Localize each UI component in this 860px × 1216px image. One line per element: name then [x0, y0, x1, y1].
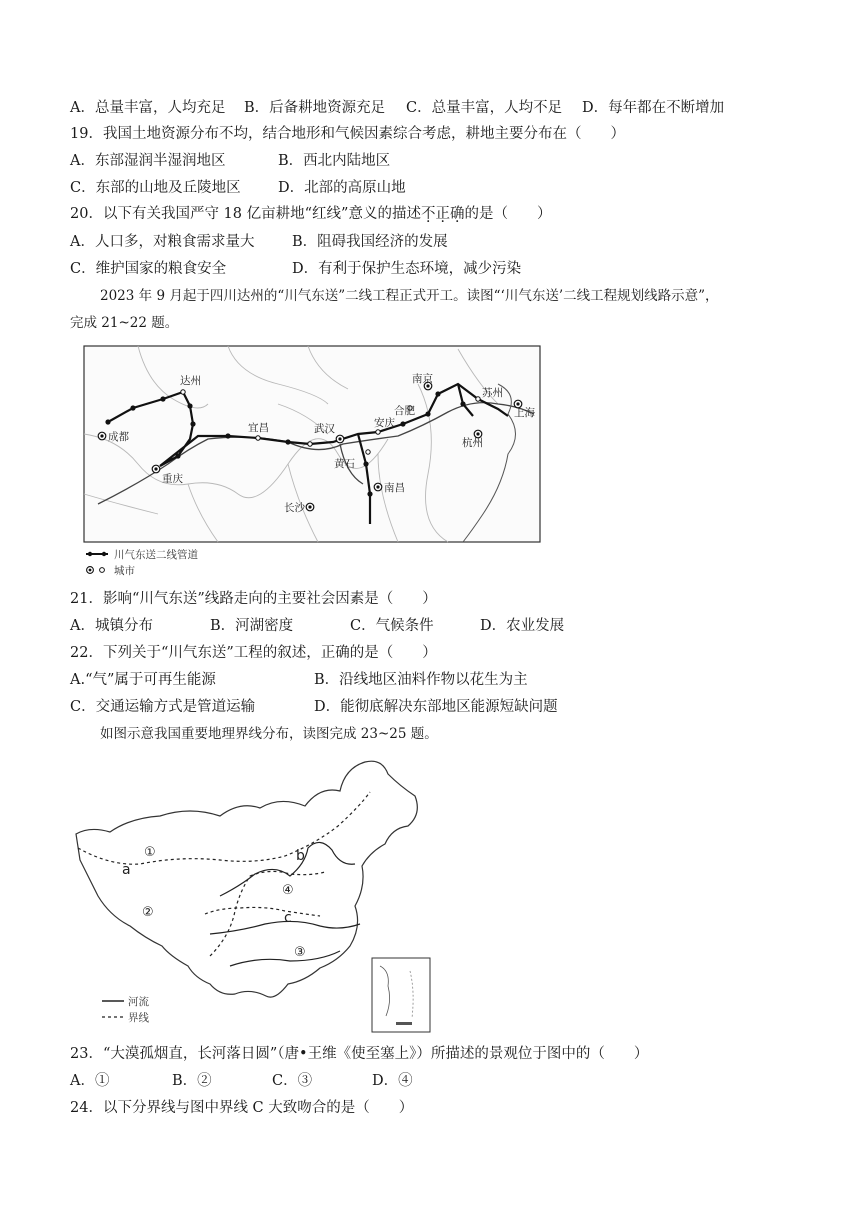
q23-stem: 23．“大漠孤烟直，长河落日圆”（唐•王维《使至塞上》）所描述的景观位于图中的（ ） [70, 1046, 649, 1062]
region-label-1: ① [144, 845, 156, 860]
q21-option-c: C．气候条件 [350, 618, 434, 634]
pipeline-map-svg [78, 344, 544, 578]
china-map-legend [102, 995, 149, 1024]
q20-stem [70, 204, 551, 224]
city-label-huangshi: 黄石 [334, 458, 355, 470]
pipeline-map-legend [86, 548, 198, 577]
q23-option-b: B．② [172, 1073, 212, 1089]
city-label-dazhou: 达州 [180, 375, 201, 387]
q19-option-b: B．西北内陆地区 [278, 153, 391, 169]
q22-option-b: B．沿线地区油料作物以花生为主 [314, 672, 528, 688]
q19-stem: 19．我国土地资源分布不均，结合地形和气候因素综合考虑，耕地主要分布在（ ） [70, 126, 625, 142]
q23-option-a: A．① [70, 1073, 110, 1089]
line-label-b: b [296, 848, 305, 864]
q20-option-d: D．有利于保护生态环境，减少污染 [292, 261, 522, 277]
q18-option-d: D．每年都在不断增加 [582, 100, 725, 116]
legend-pipeline-label: 川气东送二线管道 [114, 549, 198, 561]
q21-option-b: B．河湖密度 [210, 618, 294, 634]
city-label-yichang: 宜昌 [248, 422, 269, 434]
city-label-suzhou: 苏州 [482, 387, 503, 399]
q20-stem-before: 20．以下有关我国严守 18 亿亩耕地“红线”意义的描述 [70, 206, 421, 222]
intro-23-25: 如图示意我国重要地理界线分布，读图完成 23~25 题。 [100, 726, 438, 742]
city-label-shanghai: 上海 [514, 407, 535, 419]
city-label-nanchang: 南昌 [384, 482, 405, 494]
q20-stem-after: 的是（ ） [464, 206, 552, 222]
q18-option-a: A．总量丰富，人均充足 [70, 100, 226, 116]
q18-option-b: B．后备耕地资源充足 [244, 100, 386, 116]
q19-option-a: A．东部湿润半湿润地区 [70, 153, 226, 169]
q20-emph-char: 正 [435, 206, 450, 222]
region-label-4: ④ [282, 883, 294, 898]
q21-option-d: D．农业发展 [480, 618, 565, 634]
city-label-anqing: 安庆 [374, 417, 395, 429]
south-china-sea-inset [372, 958, 430, 1032]
q20-option-b: B．阻碍我国经济的发展 [292, 234, 448, 250]
q19-option-c: C．东部的山地及丘陵地区 [70, 180, 241, 196]
region-label-3: ③ [294, 945, 306, 960]
city-label-chengdu: 成都 [108, 431, 129, 443]
q20-emph-char: 不 [420, 206, 436, 222]
city-label-chongqing: 重庆 [162, 473, 183, 485]
city-label-changsha: 长沙 [284, 502, 305, 514]
line-label-c: c [284, 910, 292, 926]
legend-boundary-label: 界线 [128, 1012, 149, 1024]
city-label-nanjing: 南京 [412, 373, 433, 385]
q21-option-a: A．城镇分布 [70, 618, 153, 634]
q19-option-d: D．北部的高原山地 [278, 180, 406, 196]
region-label-2: ② [142, 905, 154, 920]
q18-option-c: C．总量丰富，人均不足 [406, 100, 563, 116]
q22-option-a: A.“气”属于可再生能源 [70, 672, 216, 688]
line-label-a: a [122, 862, 131, 878]
city-label-wuhan: 武汉 [314, 423, 335, 435]
intro-21-22-line1: 2023 年 9 月起于四川达州的“川气东送”二线工程正式开工。读图“‘川气东送’二线工程规划线路示意”， [100, 288, 719, 304]
china-boundary-map [70, 756, 440, 1036]
q21-stem: 21．影响“川气东送”线路走向的主要社会因素是（ ） [70, 591, 437, 607]
q22-option-c: C．交通运输方式是管道运输 [70, 699, 256, 715]
q20-option-c: C．维护国家的粮食安全 [70, 261, 227, 277]
q23-option-c: C．③ [272, 1073, 313, 1089]
city-label-hefei: 合肥 [394, 405, 415, 417]
region-labels [142, 845, 306, 960]
intro-21-22-line2: 完成 21~22 题。 [70, 315, 179, 331]
china-boundary-map-svg [70, 756, 440, 1036]
q20-emph-char: 确 [449, 206, 465, 222]
q22-option-d: D．能彻底解决东部地区能源短缺问题 [314, 699, 558, 715]
city-label-hangzhou: 杭州 [462, 437, 483, 449]
q20-option-a: A．人口多，对粮食需求量大 [70, 234, 255, 250]
q24-stem: 24．以下分界线与图中界线 C 大致吻合的是（ ） [70, 1100, 414, 1116]
legend-river-label: 河流 [128, 996, 149, 1008]
legend-city-label: 城市 [114, 565, 135, 577]
pipeline-map [78, 344, 544, 578]
q22-stem: 22．下列关于“川气东送”工程的叙述，正确的是（ ） [70, 645, 437, 661]
q23-option-d: D．④ [372, 1073, 413, 1089]
